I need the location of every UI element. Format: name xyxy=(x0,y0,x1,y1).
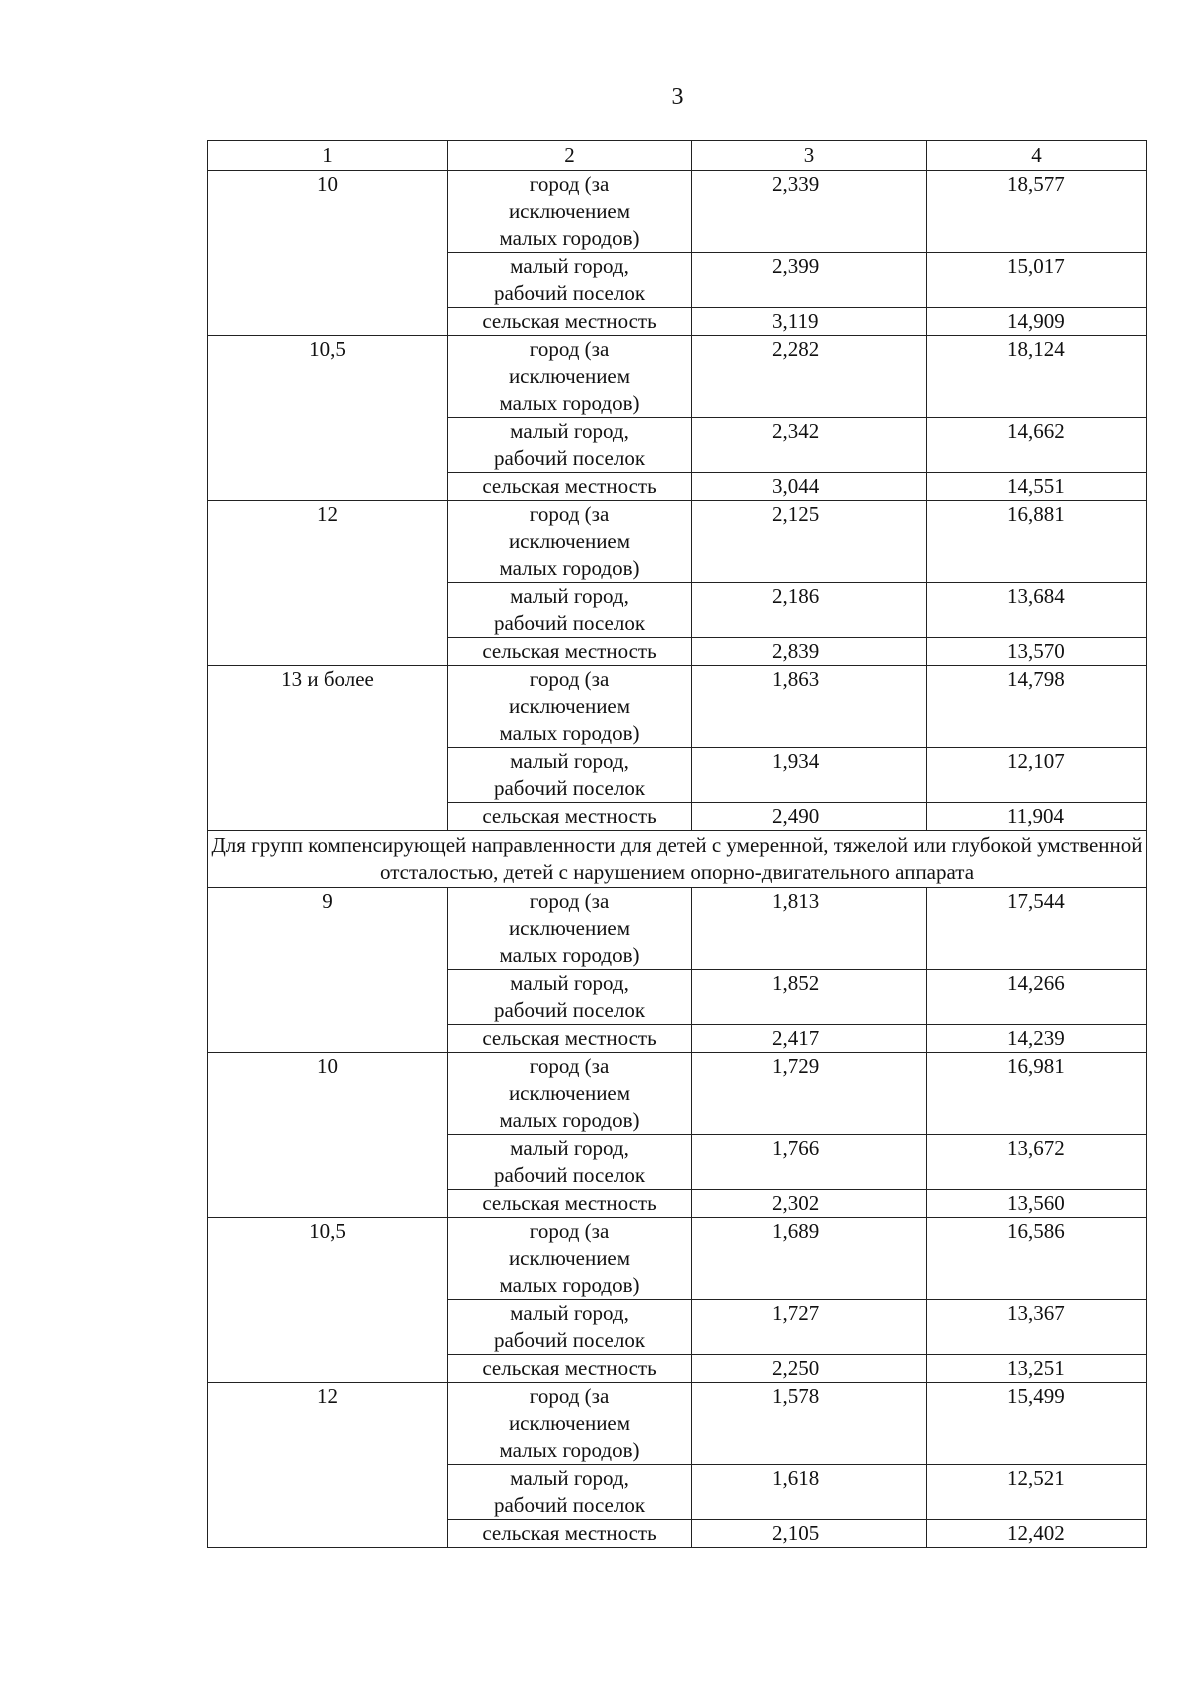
value-cell-col4: 13,570 xyxy=(927,638,1147,666)
value-cell-col3: 1,863 xyxy=(692,666,927,748)
locality-cell: город (за исключением малых городов) xyxy=(448,888,692,970)
locality-cell: город (за исключением малых городов) xyxy=(448,1383,692,1465)
locality-cell: город (за исключением малых городов) xyxy=(448,171,692,253)
group-label-cell: 10,5 xyxy=(208,336,448,501)
group-label-cell: 12 xyxy=(208,1383,448,1548)
table-row xyxy=(208,1218,1147,1300)
value-cell-col3: 1,729 xyxy=(692,1053,927,1135)
value-cell-col3: 1,852 xyxy=(692,970,927,1025)
locality-cell: сельская местность xyxy=(448,308,692,336)
locality-cell: малый город, рабочий поселок xyxy=(448,1300,692,1355)
value-cell-col4: 13,251 xyxy=(927,1355,1147,1383)
locality-cell: малый город, рабочий поселок xyxy=(448,748,692,803)
value-cell-col3: 1,934 xyxy=(692,748,927,803)
value-cell-col4: 17,544 xyxy=(927,888,1147,970)
value-cell-col4: 14,266 xyxy=(927,970,1147,1025)
value-cell-col3: 2,839 xyxy=(692,638,927,666)
group-label-cell: 10 xyxy=(208,1053,448,1218)
locality-cell: малый город, рабочий поселок xyxy=(448,1135,692,1190)
table-row xyxy=(208,336,1147,418)
value-cell-col3: 2,125 xyxy=(692,501,927,583)
value-cell-col3: 2,399 xyxy=(692,253,927,308)
rates-table-body xyxy=(208,141,1147,1548)
group-label-cell: 10 xyxy=(208,171,448,336)
table-row xyxy=(208,501,1147,583)
value-cell-col4: 14,239 xyxy=(927,1025,1147,1053)
value-cell-col4: 11,904 xyxy=(927,803,1147,831)
value-cell-col4: 13,672 xyxy=(927,1135,1147,1190)
value-cell-col4: 16,586 xyxy=(927,1218,1147,1300)
locality-cell: город (за исключением малых городов) xyxy=(448,1053,692,1135)
value-cell-col3: 2,186 xyxy=(692,583,927,638)
value-cell-col3: 1,766 xyxy=(692,1135,927,1190)
value-cell-col3: 2,417 xyxy=(692,1025,927,1053)
value-cell-col3: 1,578 xyxy=(692,1383,927,1465)
table-row xyxy=(208,171,1147,253)
locality-cell: малый город, рабочий поселок xyxy=(448,418,692,473)
value-cell-col3: 2,490 xyxy=(692,803,927,831)
value-cell-col3: 1,727 xyxy=(692,1300,927,1355)
table-row xyxy=(208,888,1147,970)
locality-cell: малый город, рабочий поселок xyxy=(448,1465,692,1520)
value-cell-col3: 3,119 xyxy=(692,308,927,336)
page-number: 3 xyxy=(671,84,684,110)
locality-cell: город (за исключением малых городов) xyxy=(448,501,692,583)
section-row xyxy=(208,831,1147,888)
value-cell-col4: 15,017 xyxy=(927,253,1147,308)
table-row xyxy=(208,666,1147,748)
value-cell-col3: 2,282 xyxy=(692,336,927,418)
value-cell-col4: 12,521 xyxy=(927,1465,1147,1520)
locality-cell: малый город, рабочий поселок xyxy=(448,970,692,1025)
value-cell-col3: 1,618 xyxy=(692,1465,927,1520)
locality-cell: сельская местность xyxy=(448,1025,692,1053)
value-cell-col4: 15,499 xyxy=(927,1383,1147,1465)
locality-cell: малый город, рабочий поселок xyxy=(448,583,692,638)
value-cell-col4: 14,662 xyxy=(927,418,1147,473)
rates-table xyxy=(207,140,1147,1548)
value-cell-col4: 13,560 xyxy=(927,1190,1147,1218)
locality-cell: город (за исключением малых городов) xyxy=(448,336,692,418)
section-title: Для групп компенсирующей направленности для детей с умеренной, тяжелой или глубокой умственной отсталостью, детей с нарушением опорно-двигательного аппарата xyxy=(208,831,1147,888)
value-cell-col3: 3,044 xyxy=(692,473,927,501)
value-cell-col4: 16,981 xyxy=(927,1053,1147,1135)
table-row xyxy=(208,1383,1147,1465)
locality-cell: сельская местность xyxy=(448,1190,692,1218)
value-cell-col3: 2,302 xyxy=(692,1190,927,1218)
locality-cell: город (за исключением малых городов) xyxy=(448,1218,692,1300)
locality-cell: сельская местность xyxy=(448,1355,692,1383)
value-cell-col4: 12,107 xyxy=(927,748,1147,803)
value-cell-col4: 18,124 xyxy=(927,336,1147,418)
value-cell-col3: 2,339 xyxy=(692,171,927,253)
locality-cell: сельская местность xyxy=(448,803,692,831)
value-cell-col4: 12,402 xyxy=(927,1520,1147,1548)
header-cell-2: 2 xyxy=(448,141,692,171)
value-cell-col4: 14,551 xyxy=(927,473,1147,501)
locality-cell: сельская местность xyxy=(448,638,692,666)
value-cell-col4: 18,577 xyxy=(927,171,1147,253)
group-label-cell: 12 xyxy=(208,501,448,666)
value-cell-col3: 2,342 xyxy=(692,418,927,473)
header-cell-4: 4 xyxy=(927,141,1147,171)
header-cell-3: 3 xyxy=(692,141,927,171)
locality-cell: малый город, рабочий поселок xyxy=(448,253,692,308)
value-cell-col4: 13,367 xyxy=(927,1300,1147,1355)
header-cell-1: 1 xyxy=(208,141,448,171)
header-row xyxy=(208,141,1147,171)
value-cell-col4: 13,684 xyxy=(927,583,1147,638)
value-cell-col3: 1,689 xyxy=(692,1218,927,1300)
value-cell-col4: 16,881 xyxy=(927,501,1147,583)
locality-cell: сельская местность xyxy=(448,473,692,501)
group-label-cell: 13 и более xyxy=(208,666,448,831)
table-row xyxy=(208,1053,1147,1135)
value-cell-col3: 2,250 xyxy=(692,1355,927,1383)
value-cell-col3: 2,105 xyxy=(692,1520,927,1548)
value-cell-col3: 1,813 xyxy=(692,888,927,970)
locality-cell: город (за исключением малых городов) xyxy=(448,666,692,748)
group-label-cell: 9 xyxy=(208,888,448,1053)
group-label-cell: 10,5 xyxy=(208,1218,448,1383)
locality-cell: сельская местность xyxy=(448,1520,692,1548)
value-cell-col4: 14,909 xyxy=(927,308,1147,336)
value-cell-col4: 14,798 xyxy=(927,666,1147,748)
